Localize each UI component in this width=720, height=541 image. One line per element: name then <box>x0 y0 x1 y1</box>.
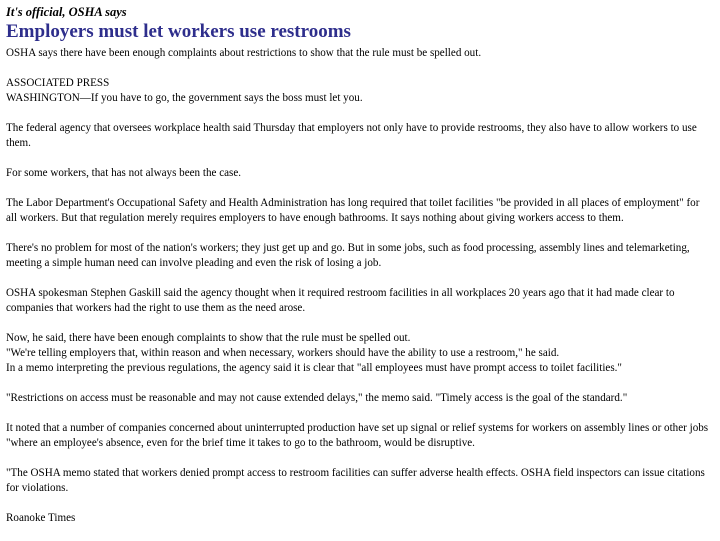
article-kicker: It's official, OSHA says <box>6 5 127 19</box>
paragraph: The federal agency that oversees workplace health said Thursday that employers not only have to provide restrooms, they also have to allow workers to use them. <box>6 122 697 149</box>
paragraph: OSHA spokesman Stephen Gaskill said the agency thought when it required restroom facilities in all workplaces 20 years ago that it had made clear to companies that workers had the right to use them as the need arose. <box>6 287 675 314</box>
quote-line: Now, he said, there have been enough complaints to show that the rule must be spelled out. <box>6 332 411 344</box>
article-source: Roanoke Times <box>6 512 76 524</box>
byline-block <box>6 76 712 106</box>
article-deck: OSHA says there have been enough complaints about restrictions to show that the rule must be spelled out. <box>6 47 482 59</box>
byline: ASSOCIATED PRESS <box>6 77 110 89</box>
paragraph: The Labor Department's Occupational Safety and Health Administration has long required that toilet facilities "be provided in all places of employment" for all workers. But that regulation merely requires employers to have enough bathrooms. It says nothing about giving workers access to them. <box>6 197 700 224</box>
paragraph: There's no problem for most of the nation's workers; they just get up and go. But in some jobs, such as food processing, assembly lines and telemarketing, meeting a simple human need can involve pleading and even the risk of losing a job. <box>6 242 690 269</box>
paragraph: "Restrictions on access must be reasonable and may not cause extended delays," the memo said. "Timely access is the goal of the standard." <box>6 392 628 404</box>
paragraph: For some workers, that has not always been the case. <box>6 167 242 179</box>
quote-line: "We're telling employers that, within reason and when necessary, workers should have the ability to use a restroom," he said. <box>6 347 560 359</box>
dateline-lead: WASHINGTON—If you have to go, the government says the boss must let you. <box>6 92 363 104</box>
article <box>6 5 712 541</box>
article-headline: Employers must let workers use restrooms <box>6 21 351 42</box>
quote-line: In a memo interpreting the previous regulations, the agency said it is clear that "all employees must have prompt access to toilet facilities." <box>6 362 622 374</box>
paragraph: "The OSHA memo stated that workers denied prompt access to restroom facilities can suffer adverse health effects. OSHA field inspectors can issue citations for violations. <box>6 467 705 494</box>
paragraph: It noted that a number of companies concerned about uninterrupted production have set up signal or relief systems for workers on assembly lines or other jobs "where an employee's absence, even for the brief time it takes to go to the bathroom, would be disruptive. <box>6 422 709 449</box>
quote-block <box>6 331 712 376</box>
